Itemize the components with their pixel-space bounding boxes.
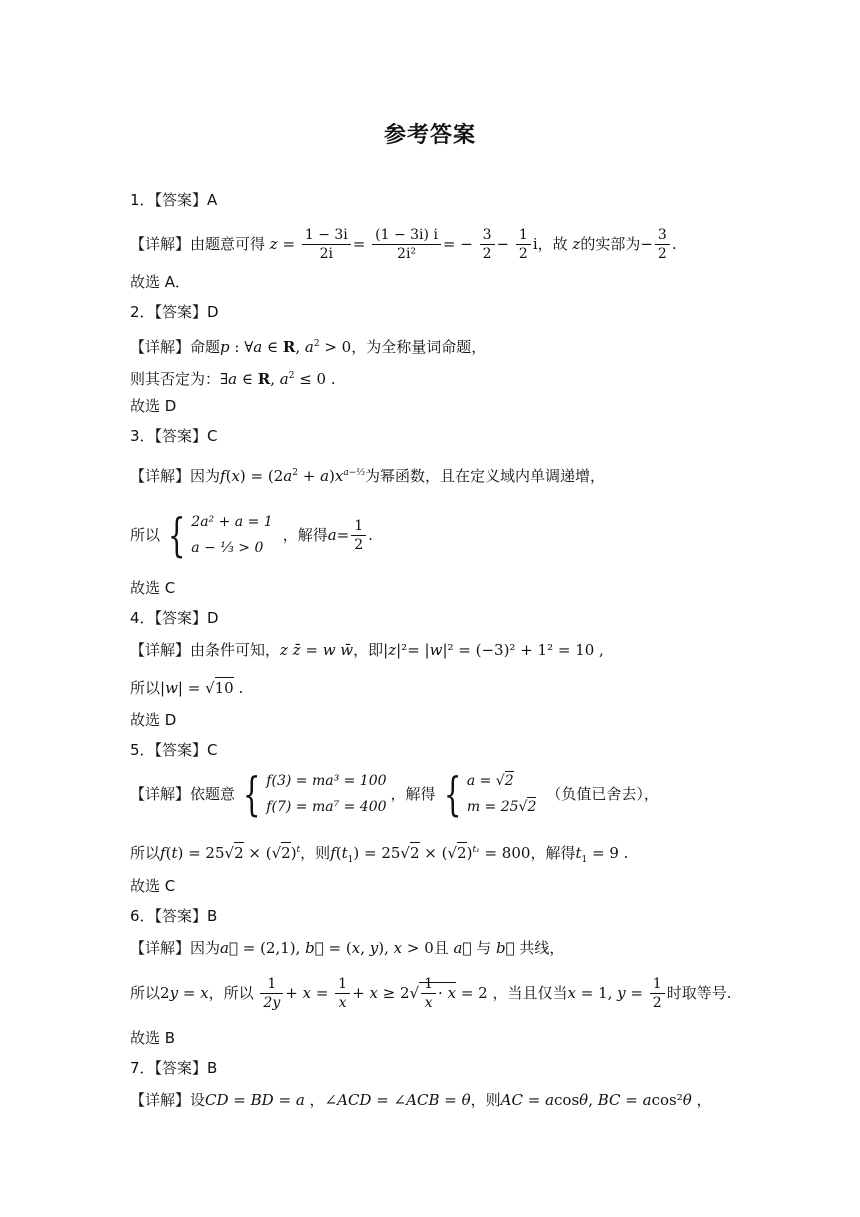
q4-answer: 4．【答案】D (130, 609, 219, 627)
q2-choice: 故选 D (130, 397, 177, 415)
q5-result: 所以$f(t) = 25√2 \times (√2)^t$，则$f(t_1) = 25√2 \times (√2)^{t_1} = 800$，解得$t_1 = 9$ . (130, 844, 629, 865)
q2-answer: 2．【答案】D (130, 303, 219, 321)
q2-negation: 则其否定为：∃a ∈ R, $a^2 \le 0$ . (130, 370, 336, 388)
q3-system: 所以 { 2a² + a = 1 a − ⅓ > 0 ，解得 a = $\frac{1}{2}$ . (130, 508, 373, 562)
q4-result: 所以|w| = √10 . (130, 679, 244, 697)
q7-answer: 7．【答案】B (130, 1059, 218, 1077)
q3-choice: 故选 C (130, 579, 176, 597)
q2-detail: 【详解】命题p : ∀a ∈ R, $a^2 > 0$，为全称量词命题， (130, 338, 487, 356)
q1-choice: 故选 A． (130, 273, 191, 291)
q4-choice: 故选 D (130, 711, 177, 729)
q5-answer: 5．【答案】C (130, 741, 218, 759)
q6-choice: 故选 B (130, 1029, 176, 1047)
q3-answer: 3．【答案】C (130, 427, 218, 445)
q3-detail: 【详解】因为$f(x) = (2a^2 + a)x^{a-\frac{1}{3}}$为幂函数，且在定义域内单调递增， (130, 467, 605, 485)
page-title: 参考答案 (383, 123, 476, 148)
q5-choice: 故选 C (130, 877, 176, 895)
q4-detail: 【详解】由条件可知，z z̄ = w w̄，即|z|²= |w|² = (−3)² + 1² = 10 , (130, 641, 604, 659)
q1-detail: 【详解】由题意可得 z = $\frac{1 - 3i}{2i}$ = $\frac{(1 - 3i) i}{\text{2i²}}$ = − $\frac{3}{2}$ − $\frac{1}{2}$ i，故 z的实部为− $\frac{3}{2}$ . (130, 227, 677, 262)
q6-inequality: 所以2y = x，所以 $\frac{1}{2y}$ + x = $\frac{1}{x}$ + x ≥ 2√ $\frac{1}{x}$ · x = 2 ，当且仅当x = 1, y = $\frac{1}{2}$ 时取等号. (130, 976, 732, 1011)
q6-answer: 6．【答案】B (130, 907, 218, 925)
q7-detail: 【详解】设CD = BD = a ，∠ACD = ∠ACB = θ，则AC = acosθ, BC = acos²θ ， (130, 1091, 712, 1109)
q5-detail: 【详解】依题意 { f(3) = ma³ = 100 f(7) = ma⁷ = 400 ，解得 { a = √2 m = 25√2 （负值已舍去）， (130, 767, 659, 821)
q1-answer: 1．【答案】A (130, 191, 218, 209)
q6-detail: 【详解】因为a⃗ = (2,1), b⃗ = (x, y), x > 0且 a⃗ 与 b⃗ 共线， (130, 939, 565, 957)
